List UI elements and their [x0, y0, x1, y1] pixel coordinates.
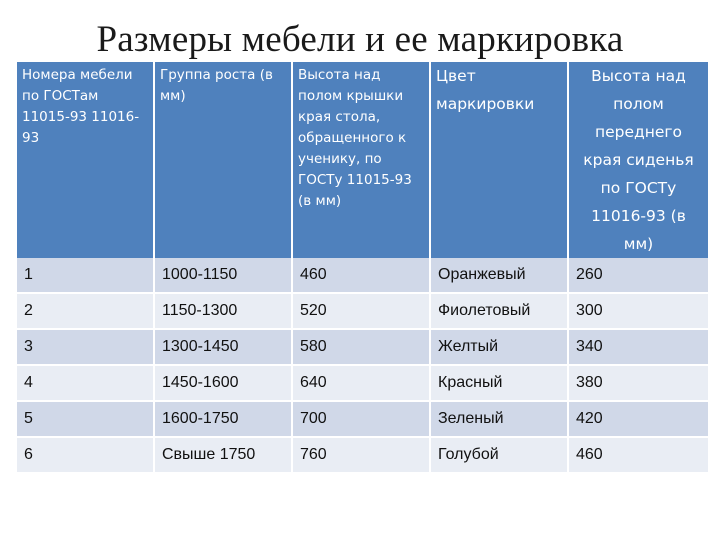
header-seat-height: Высота над полом переднего края сиденья по ГОСТу 11016-93 (в мм) [568, 62, 708, 258]
cell-number: 4 [17, 365, 154, 401]
table-row [17, 329, 708, 365]
cell-height-group: 1000-1150 [154, 258, 292, 293]
cell-marking-color: Желтый [430, 329, 568, 365]
cell-marking-color: Оранжевый [430, 258, 568, 293]
furniture-size-table [17, 62, 708, 472]
cell-height-group: 1600-1750 [154, 401, 292, 437]
cell-seat-height: 420 [568, 401, 708, 437]
cell-seat-height: 300 [568, 293, 708, 329]
cell-seat-height: 260 [568, 258, 708, 293]
cell-table-height: 580 [292, 329, 430, 365]
cell-marking-color: Фиолетовый [430, 293, 568, 329]
table-row [17, 365, 708, 401]
table-row [17, 401, 708, 437]
table-header-row [17, 62, 708, 258]
cell-seat-height: 380 [568, 365, 708, 401]
cell-height-group: 1300-1450 [154, 329, 292, 365]
header-furniture-number: Номера мебели по ГОСТам 11015-93 11016-93 [17, 62, 154, 258]
cell-table-height: 640 [292, 365, 430, 401]
cell-table-height: 520 [292, 293, 430, 329]
cell-marking-color: Красный [430, 365, 568, 401]
cell-table-height: 760 [292, 437, 430, 472]
cell-seat-height: 460 [568, 437, 708, 472]
cell-marking-color: Голубой [430, 437, 568, 472]
cell-table-height: 460 [292, 258, 430, 293]
header-table-height: Высота над полом крышки края стола, обращенного к ученику, по ГОСТу 11015-93 (в мм) [292, 62, 430, 258]
header-marking-color: Цвет маркировки [430, 62, 568, 258]
table-row [17, 437, 708, 472]
cell-number: 2 [17, 293, 154, 329]
cell-seat-height: 340 [568, 329, 708, 365]
cell-number: 6 [17, 437, 154, 472]
cell-height-group: 1450-1600 [154, 365, 292, 401]
table-row [17, 258, 708, 293]
cell-marking-color: Зеленый [430, 401, 568, 437]
cell-table-height: 700 [292, 401, 430, 437]
table-row [17, 293, 708, 329]
cell-number: 3 [17, 329, 154, 365]
cell-height-group: Свыше 1750 [154, 437, 292, 472]
cell-number: 5 [17, 401, 154, 437]
slide-title: Размеры мебели и ее маркировка [96, 19, 624, 60]
cell-height-group: 1150-1300 [154, 293, 292, 329]
cell-number: 1 [17, 258, 154, 293]
header-height-group: Группа роста (в мм) [154, 62, 292, 258]
